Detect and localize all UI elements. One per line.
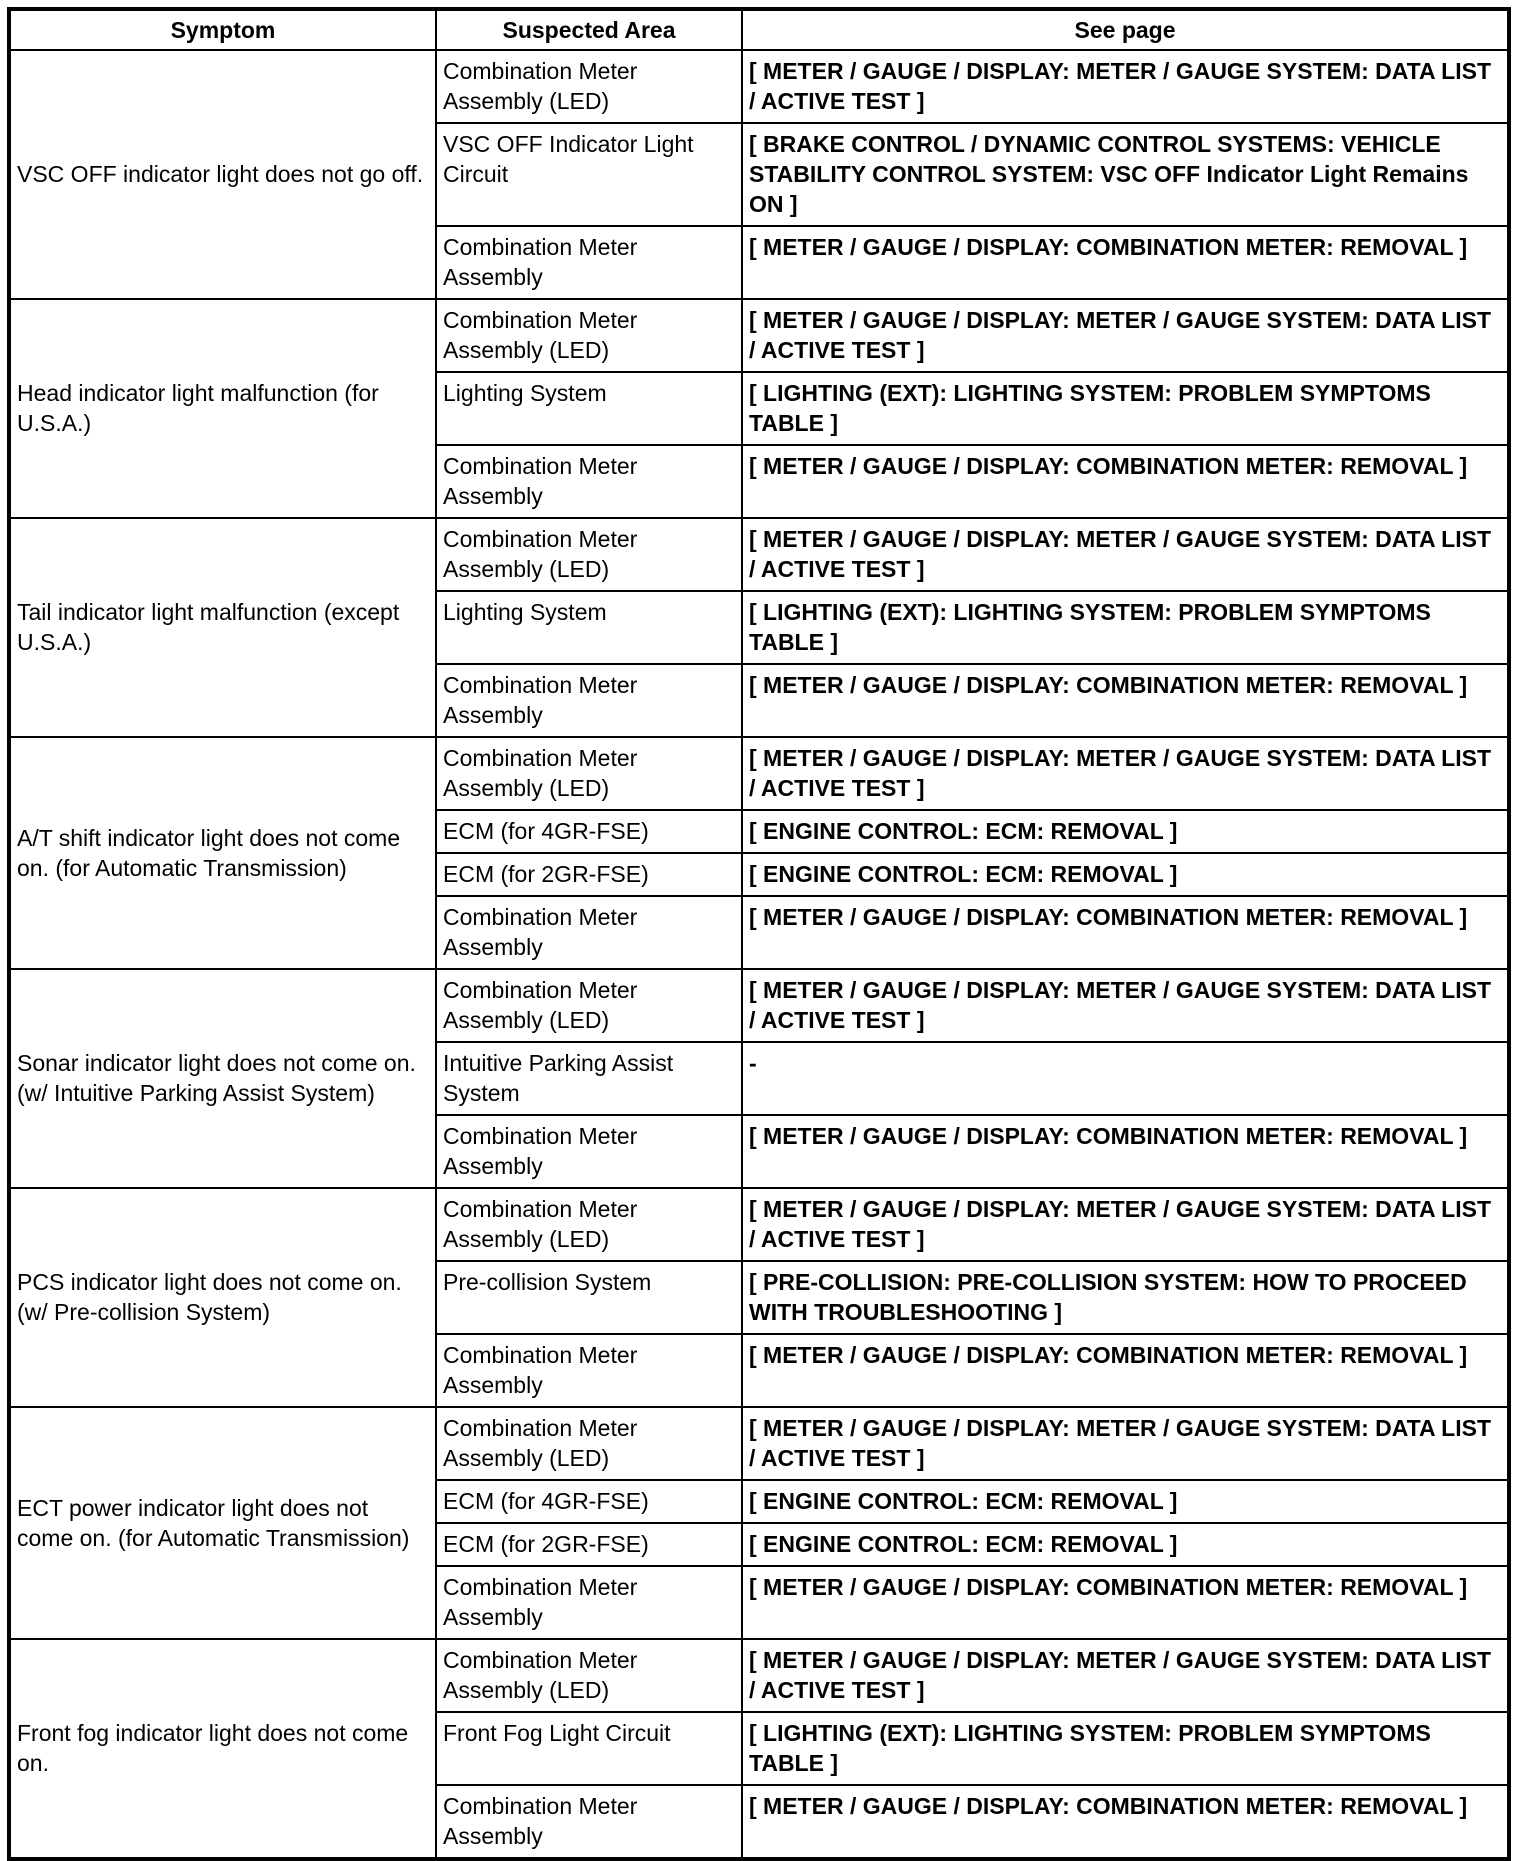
header-suspected-area: Suspected Area [436, 9, 742, 50]
see-page-cell: - [742, 1042, 1509, 1115]
see-page-cell: [ METER / GAUGE / DISPLAY: COMBINATION METER: REMOVAL ] [742, 1566, 1509, 1639]
see-page-cell: [ METER / GAUGE / DISPLAY: METER / GAUGE SYSTEM: DATA LIST / ACTIVE TEST ] [742, 1188, 1509, 1261]
see-page-cell: [ METER / GAUGE / DISPLAY: METER / GAUGE SYSTEM: DATA LIST / ACTIVE TEST ] [742, 1639, 1509, 1712]
see-page-cell: [ LIGHTING (EXT): LIGHTING SYSTEM: PROBLEM SYMPTOMS TABLE ] [742, 1712, 1509, 1785]
suspected-area-cell: ECM (for 4GR-FSE) [436, 1480, 742, 1523]
suspected-area-cell: Pre-collision System [436, 1261, 742, 1334]
see-page-cell: [ METER / GAUGE / DISPLAY: METER / GAUGE SYSTEM: DATA LIST / ACTIVE TEST ] [742, 1407, 1509, 1480]
suspected-area-cell: Combination Meter Assembly (LED) [436, 1407, 742, 1480]
suspected-area-cell: Front Fog Light Circuit [436, 1712, 742, 1785]
suspected-area-cell: Combination Meter Assembly [436, 664, 742, 737]
suspected-area-cell: Lighting System [436, 591, 742, 664]
symptom-cell: Head indicator light malfunction (for U.S.A.) [9, 299, 436, 518]
symptom-cell: A/T shift indicator light does not come on. (for Automatic Transmission) [9, 737, 436, 969]
see-page-cell: [ ENGINE CONTROL: ECM: REMOVAL ] [742, 1523, 1509, 1566]
suspected-area-cell: Combination Meter Assembly (LED) [436, 299, 742, 372]
table-row [9, 1639, 1509, 1712]
table-header [9, 9, 1509, 50]
symptom-cell: Front fog indicator light does not come on. [9, 1639, 436, 1859]
suspected-area-cell: Combination Meter Assembly (LED) [436, 1639, 742, 1712]
suspected-area-cell: Combination Meter Assembly [436, 1115, 742, 1188]
document-page [7, 7, 1507, 1861]
see-page-cell: [ METER / GAUGE / DISPLAY: COMBINATION METER: REMOVAL ] [742, 1334, 1509, 1407]
suspected-area-cell: Combination Meter Assembly (LED) [436, 737, 742, 810]
see-page-cell: [ METER / GAUGE / DISPLAY: COMBINATION METER: REMOVAL ] [742, 1785, 1509, 1859]
symptom-table [7, 7, 1511, 1861]
table-row [9, 50, 1509, 123]
see-page-cell: [ LIGHTING (EXT): LIGHTING SYSTEM: PROBLEM SYMPTOMS TABLE ] [742, 591, 1509, 664]
see-page-cell: [ METER / GAUGE / DISPLAY: METER / GAUGE SYSTEM: DATA LIST / ACTIVE TEST ] [742, 518, 1509, 591]
suspected-area-cell: ECM (for 2GR-FSE) [436, 853, 742, 896]
table-row [9, 299, 1509, 372]
suspected-area-cell: Combination Meter Assembly (LED) [436, 50, 742, 123]
see-page-cell: [ METER / GAUGE / DISPLAY: COMBINATION METER: REMOVAL ] [742, 445, 1509, 518]
suspected-area-cell: Combination Meter Assembly (LED) [436, 969, 742, 1042]
symptom-cell: PCS indicator light does not come on. (w/ Pre-collision System) [9, 1188, 436, 1407]
suspected-area-cell: ECM (for 4GR-FSE) [436, 810, 742, 853]
suspected-area-cell: Combination Meter Assembly [436, 896, 742, 969]
suspected-area-cell: Combination Meter Assembly [436, 1785, 742, 1859]
header-row [9, 9, 1509, 50]
symptom-cell: Sonar indicator light does not come on. (w/ Intuitive Parking Assist System) [9, 969, 436, 1188]
suspected-area-cell: Combination Meter Assembly (LED) [436, 1188, 742, 1261]
suspected-area-cell: Intuitive Parking Assist System [436, 1042, 742, 1115]
header-symptom: Symptom [9, 9, 436, 50]
suspected-area-cell: Combination Meter Assembly [436, 445, 742, 518]
table-row [9, 737, 1509, 810]
suspected-area-cell: VSC OFF Indicator Light Circuit [436, 123, 742, 226]
see-page-cell: [ METER / GAUGE / DISPLAY: METER / GAUGE SYSTEM: DATA LIST / ACTIVE TEST ] [742, 299, 1509, 372]
table-row [9, 1407, 1509, 1480]
see-page-cell: [ METER / GAUGE / DISPLAY: METER / GAUGE SYSTEM: DATA LIST / ACTIVE TEST ] [742, 969, 1509, 1042]
see-page-cell: [ METER / GAUGE / DISPLAY: COMBINATION METER: REMOVAL ] [742, 896, 1509, 969]
see-page-cell: [ METER / GAUGE / DISPLAY: COMBINATION METER: REMOVAL ] [742, 1115, 1509, 1188]
see-page-cell: [ LIGHTING (EXT): LIGHTING SYSTEM: PROBLEM SYMPTOMS TABLE ] [742, 372, 1509, 445]
see-page-cell: [ METER / GAUGE / DISPLAY: COMBINATION METER: REMOVAL ] [742, 664, 1509, 737]
suspected-area-cell: ECM (for 2GR-FSE) [436, 1523, 742, 1566]
symptom-cell: VSC OFF indicator light does not go off. [9, 50, 436, 299]
see-page-cell: [ METER / GAUGE / DISPLAY: METER / GAUGE SYSTEM: DATA LIST / ACTIVE TEST ] [742, 737, 1509, 810]
see-page-cell: [ BRAKE CONTROL / DYNAMIC CONTROL SYSTEMS: VEHICLE STABILITY CONTROL SYSTEM: VSC OFF Indicator Light Remains ON ] [742, 123, 1509, 226]
suspected-area-cell: Combination Meter Assembly (LED) [436, 518, 742, 591]
see-page-cell: [ ENGINE CONTROL: ECM: REMOVAL ] [742, 810, 1509, 853]
header-see-page: See page [742, 9, 1509, 50]
see-page-cell: [ METER / GAUGE / DISPLAY: COMBINATION METER: REMOVAL ] [742, 226, 1509, 299]
suspected-area-cell: Combination Meter Assembly [436, 1566, 742, 1639]
table-row [9, 1188, 1509, 1261]
see-page-cell: [ PRE-COLLISION: PRE-COLLISION SYSTEM: HOW TO PROCEED WITH TROUBLESHOOTING ] [742, 1261, 1509, 1334]
symptom-cell: Tail indicator light malfunction (except U.S.A.) [9, 518, 436, 737]
table-row [9, 969, 1509, 1042]
see-page-cell: [ ENGINE CONTROL: ECM: REMOVAL ] [742, 853, 1509, 896]
see-page-cell: [ METER / GAUGE / DISPLAY: METER / GAUGE SYSTEM: DATA LIST / ACTIVE TEST ] [742, 50, 1509, 123]
table-row [9, 518, 1509, 591]
symptom-cell: ECT power indicator light does not come on. (for Automatic Transmission) [9, 1407, 436, 1639]
see-page-cell: [ ENGINE CONTROL: ECM: REMOVAL ] [742, 1480, 1509, 1523]
suspected-area-cell: Combination Meter Assembly [436, 226, 742, 299]
suspected-area-cell: Lighting System [436, 372, 742, 445]
table-body [9, 50, 1509, 1859]
suspected-area-cell: Combination Meter Assembly [436, 1334, 742, 1407]
